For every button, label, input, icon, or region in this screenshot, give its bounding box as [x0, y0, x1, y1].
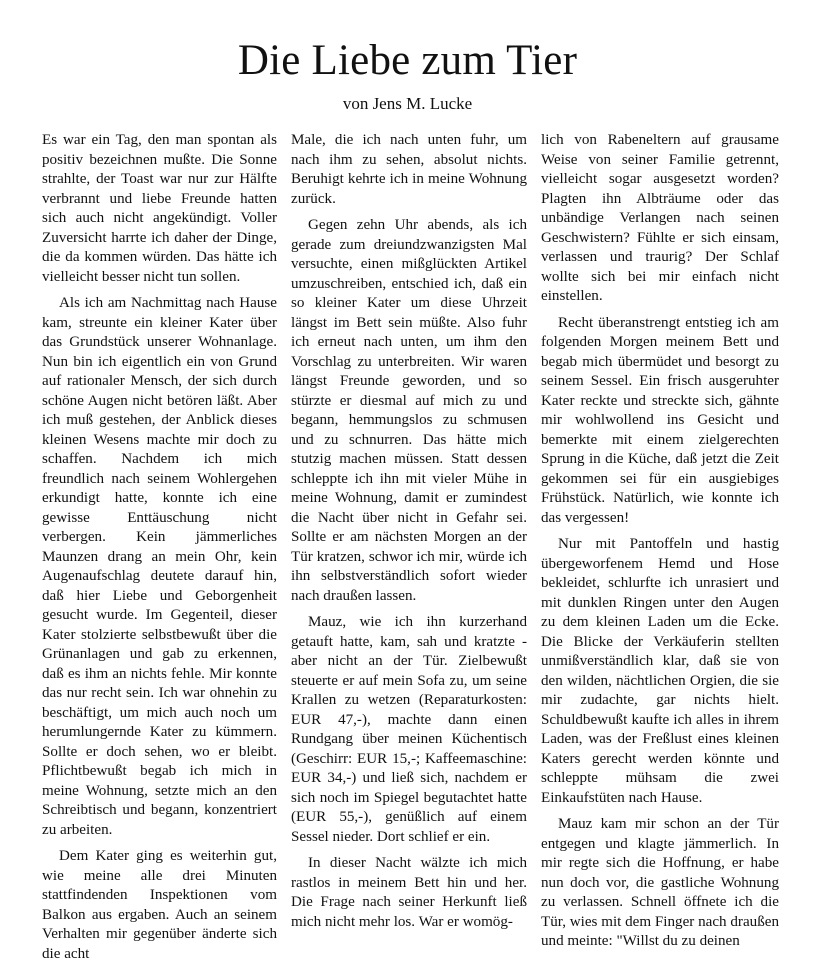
paragraph: In dieser Nacht wälzte ich mich rastlos in meinem Bett hin und her. Die Frage nach seiner Herkunft ließ mich nicht mehr los. War er womög-	[291, 855, 527, 930]
text-column-2	[291, 131, 527, 930]
paragraph: Als ich am Nachmittag nach Hause kam, streunte ein kleiner Kater über das Grundstück unserer Wohnanlage. Nun bin ich eigentlich ein von Grund auf rationaler Mensch, der sich durch schöne Augen nicht betören läßt. Aber ich muß gestehen, der Anblick dieses kleinen Wesens machte mir doch zu schaffen. Nachdem ich mich freundlich nach seinem Wohlergehen erkundigt hatte, konnte ich eine gewisse Enttäuschung nicht verbergen. Kein jämmerliches Maunzen drang an mein Ohr, kein Augenaufschlag deutete darauf hin, daß hier Liebe und Geborgenheit gesucht wurde. Im Gegenteil, dieser Kater stolzierte selbstbewußt über die Grünanlagen und gab zu erkennen, daß es ihm an nichts fehle. Mir konnte das nur recht sein. Ich war ohnehin zu beschäftigt, um mich auch noch um herumlungernde Kater zu kümmern. Sollte er doch sehen, wo er bleibt. Pflichtbewußt begab ich mich in meine Wohnung, setzte mich an den Schreibtisch und begann, konzentriert zu arbeiten.	[42, 295, 277, 838]
text-column-3	[541, 131, 779, 949]
paragraph: Es war ein Tag, den man spontan als positiv bezeichnen mußte. Die Sonne strahlte, der Toast war nur zur Hälfte verbrannt und liebe Freunde hatten sich auch nicht angekündigt. Voller Zuversicht harrte ich daher der Dinge, die da kommen würden. Das hätte ich vielleicht besser nicht tun sollen.	[42, 132, 277, 285]
paragraph: Recht überanstrengt entstieg ich am folgenden Morgen meinem Bett und begab mich übermüdet und besorgt zu seinem Sessel. Ein frisch ausgeruhter Kater reckte und streckte sich, gähnte mir wohlwollend ins Gesicht und bemerkte mit einem zielgerechten Sprung in die Küche, daß jetzt die Zeit gekommen sei für ein ausgiebiges Frühstück. Natürlich, wie konnte ich das vergessen!	[541, 314, 779, 526]
article-title: Die Liebe zum Tier	[237, 37, 578, 84]
paragraph: Dem Kater ging es weiterhin gut, wie meine alle drei Minuten stattfindenden Inspektionen vom Balkon aus ergaben. Auch an seinem Verhalten mir gegenüber änderte sich die acht	[42, 848, 277, 962]
paragraph: Mauz kam mir schon an der Tür entgegen und klagte jämmerlich. In mir regte sich die Hoffnung, er habe nun doch vor, die gastliche Wohnung zu verlassen. Schnell öffnete ich die Tür, wies mit dem Finger nach draußen und meinte: "Willst du zu deinen	[541, 816, 779, 949]
paragraph: Male, die ich nach unten fuhr, um nach ihm zu sehen, absolut nichts. Beruhigt kehrte ich in meine Wohnung zurück.	[291, 132, 527, 207]
text-column-1	[42, 131, 277, 962]
paragraph: Gegen zehn Uhr abends, als ich gerade zum dreiundzwanzigsten Mal versuchte, einen mißglückten Artikel umzuschreiben, entschied ich, daß ein so kleiner Kater um diese Uhrzeit längst im Bett sein müßte. Also fuhr ich erneut nach unten, um ihm den Vorschlag zu unterbreiten. Wir waren längst Freunde geworden, und so stürzte er diesmal auf mich zu und begann, hemmungslos zu schmusen und zu schnurren. Das hätte mich stutzig machen müssen. Statt dessen schleppte ich ihn mit vieler Mühe in meine Wohnung, damit er zumindest die Nacht über nicht in Gefahr sei. Sollte er am nächsten Morgen an der Tür kratzen, schwor ich mir, würde ich ihn selbstverständlich sofort wieder nach draußen lassen.	[291, 217, 527, 604]
paragraph: lich von Rabeneltern auf grausame Weise von seiner Familie getrennt, vielleicht sogar ausgesetzt worden? Plagten ihn Albträume oder das unbändige Verlangen nach seinen Geschwistern? Fühlte er sich einsam, verlassen und traurig? Der Schlaf wollte sich bei mir einfach nicht einstellen.	[541, 132, 779, 304]
paragraph: Mauz, wie ich ihn kurzerhand getauft hatte, kam, sah und kratzte - aber nicht an der Tür. Zielbewußt steuerte er auf mein Sofa zu, um seine Krallen zu wetzen (Reparaturkosten: EUR 47,-), machte dann einen Rundgang über meinen Küchentisch (Geschirr: EUR 15,-; Kaffeemaschine: EUR 34,-) und ließ sich, nachdem er sich noch im Spiegel begutachtet hatte (EUR 55,-), genüßlich auf einem Sessel nieder. Dort schlief er ein.	[291, 614, 527, 845]
paragraph: Nur mit Pantoffeln und hastig übergeworfenem Hemd und Hose bekleidet, schlurfte ich unrasiert und mit dunklen Ringen unter den Augen zu dem kleinen Laden um die Ecke. Die Blicke der Verkäuferin stellten unmißverständlich klar, daß sie von den wilden, nächtlichen Orgien, die sie mir zudachte, gar nichts hielt. Schuldbewußt kaufte ich alles in ihrem Laden, was der Freßlust eines kleinen Katers gerecht werden könnte und schleppte mühsam die zwei Einkaufstüten nach Hause.	[541, 536, 779, 806]
article-author: von Jens M. Lucke	[342, 94, 473, 113]
